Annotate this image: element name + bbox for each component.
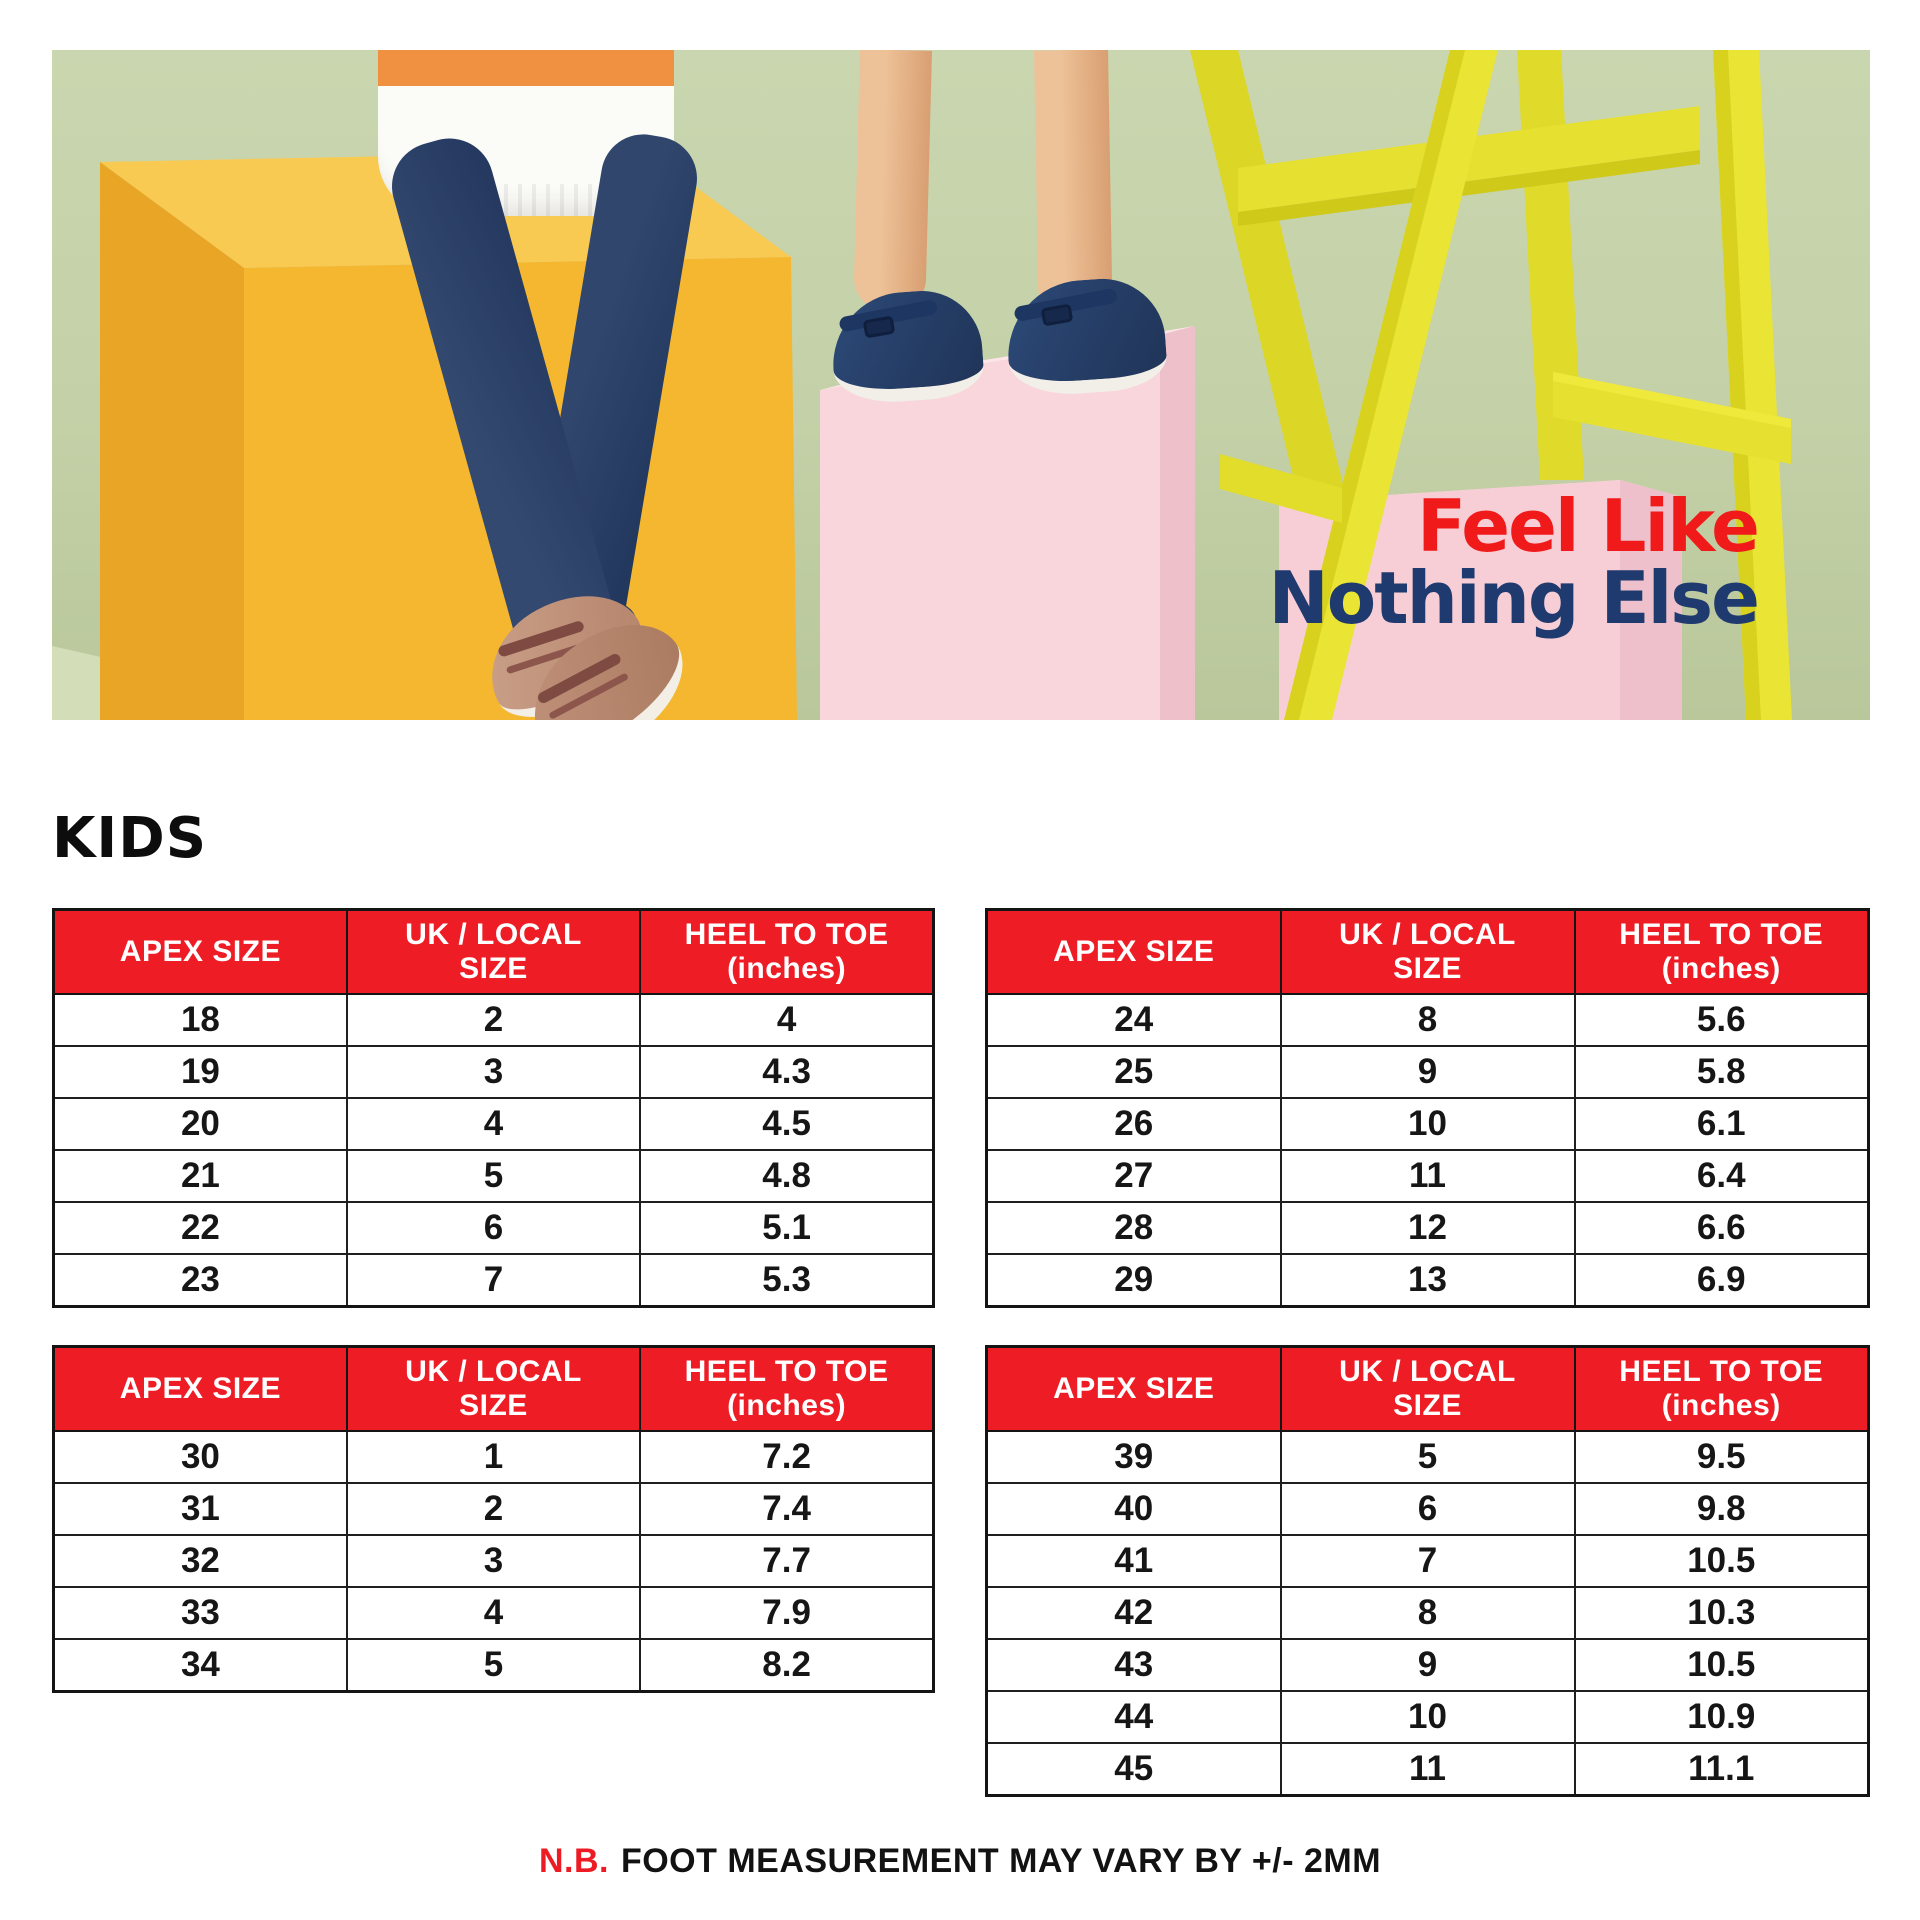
header-line: (inches) [727,1389,847,1422]
table-cell: 10.9 [1575,1691,1869,1743]
table-header-row [987,1347,1869,1432]
table-cell: 9 [1281,1046,1575,1098]
header-line: HEEL TO TOE [1619,918,1824,951]
table-cell: 27 [987,1150,1281,1202]
table-body [54,994,934,1307]
table-row [987,1587,1869,1639]
table-cell: 19 [54,1046,347,1098]
size-table-2 [985,908,1870,1308]
table-row [54,1098,934,1150]
table-cell: 45 [987,1743,1281,1796]
header-line: (inches) [727,952,847,985]
banner-headline [1268,484,1759,640]
column-header-apex-size [987,910,1281,995]
header-line: HEEL TO TOE [684,1355,889,1388]
table-cell: 22 [54,1202,347,1254]
table-row [54,1254,934,1307]
header-line: (inches) [1661,952,1781,985]
column-header-heel-to-toe [1575,910,1869,995]
footnote-text: FOOT MEASUREMENT MAY VARY BY +/- 2MM [620,1842,1382,1880]
table-cell: 5.6 [1575,994,1869,1046]
table-cell: 26 [987,1098,1281,1150]
footnote [0,1842,1920,1881]
table-cell: 8 [1281,1587,1575,1639]
table-cell: 6.6 [1575,1202,1869,1254]
table-cell: 13 [1281,1254,1575,1307]
table-cell: 6 [1281,1483,1575,1535]
header-line: SIZE [1393,952,1462,985]
table-cell: 7.2 [640,1431,933,1483]
table-header [54,910,934,995]
table-cell: 10 [1281,1691,1575,1743]
girl-navy-shoe-right [1003,275,1168,399]
column-header-heel-to-toe [640,1347,933,1432]
table-row [54,994,934,1046]
footnote-prefix: N.B. [538,1842,609,1880]
header-line: APEX SIZE [1053,935,1215,968]
table-cell: 41 [987,1535,1281,1587]
column-header-heel-to-toe [640,910,933,995]
table-cell: 33 [54,1587,347,1639]
table-cell: 2 [347,1483,640,1535]
table-cell: 5.3 [640,1254,933,1307]
table-row [987,1639,1869,1691]
table-row [987,1202,1869,1254]
table-cell: 5 [347,1150,640,1202]
table-row [54,1150,934,1202]
header-line: UK / LOCAL [1339,918,1516,951]
table-cell: 7.4 [640,1483,933,1535]
table-cell: 4.3 [640,1046,933,1098]
table-cell: 8 [1281,994,1575,1046]
table-header-row [54,910,934,995]
size-table-4 [985,1345,1870,1797]
table-cell: 3 [347,1046,640,1098]
header-line: (inches) [1661,1389,1781,1422]
table-row [987,994,1869,1046]
column-header-heel-to-toe [1575,1347,1869,1432]
table-row [54,1535,934,1587]
table-cell: 4 [347,1098,640,1150]
table-header [987,910,1869,995]
table-cell: 44 [987,1691,1281,1743]
table-row [987,1483,1869,1535]
table-cell: 1 [347,1431,640,1483]
table-cell: 6 [347,1202,640,1254]
table-cell: 5 [347,1639,640,1692]
size-table-1 [52,908,935,1308]
table-cell: 4.8 [640,1150,933,1202]
header-line: HEEL TO TOE [684,918,889,951]
table-row [54,1587,934,1639]
column-header-apex-size [54,910,347,995]
table-cell: 3 [347,1535,640,1587]
table-cell: 29 [987,1254,1281,1307]
header-line: SIZE [459,952,528,985]
table-header [54,1347,934,1432]
table-cell: 7 [1281,1535,1575,1587]
table-cell: 18 [54,994,347,1046]
table-cell: 32 [54,1535,347,1587]
table-cell: 20 [54,1098,347,1150]
table-cell: 11 [1281,1150,1575,1202]
header-line: SIZE [1393,1389,1462,1422]
table-row [54,1431,934,1483]
headline-line-1: Feel Like [1416,484,1758,568]
header-line: UK / LOCAL [405,918,582,951]
table-row [54,1046,934,1098]
column-header-apex-size [54,1347,347,1432]
table-cell: 25 [987,1046,1281,1098]
table-cell: 7.7 [640,1535,933,1587]
table-cell: 6.4 [1575,1150,1869,1202]
section-title: KIDS [52,806,208,871]
table-row [54,1202,934,1254]
table-cell: 10 [1281,1098,1575,1150]
table-cell: 39 [987,1431,1281,1483]
table-cell: 34 [54,1639,347,1692]
table-cell: 9 [1281,1639,1575,1691]
size-table-3 [52,1345,935,1693]
table-body [987,994,1869,1307]
header-line: APEX SIZE [1053,1372,1215,1405]
table-cell: 31 [54,1483,347,1535]
table-cell: 6.9 [1575,1254,1869,1307]
header-line: UK / LOCAL [405,1355,582,1388]
table-cell: 8.2 [640,1639,933,1692]
table-cell: 43 [987,1639,1281,1691]
table-cell: 7 [347,1254,640,1307]
table-cell: 4 [347,1587,640,1639]
table-cell: 40 [987,1483,1281,1535]
column-header-uk-local-size [347,1347,640,1432]
table-cell: 10.3 [1575,1587,1869,1639]
table-cell: 4 [640,994,933,1046]
table-cell: 4.5 [640,1098,933,1150]
column-header-uk-local-size [1281,910,1575,995]
header-line: APEX SIZE [119,1372,282,1405]
girl-left-leg [853,50,932,313]
headline-line-2: Nothing Else [1268,556,1758,640]
table-cell: 10.5 [1575,1535,1869,1587]
table-body [987,1431,1869,1796]
hero-banner [52,50,1870,720]
table-cell: 11 [1281,1743,1575,1796]
table-cell: 30 [54,1431,347,1483]
table-cell: 7.9 [640,1587,933,1639]
table-cell: 5.1 [640,1202,933,1254]
girl-navy-shoe-left [828,287,985,406]
column-header-uk-local-size [1281,1347,1575,1432]
table-cell: 5.8 [1575,1046,1869,1098]
table-cell: 10.5 [1575,1639,1869,1691]
table-cell: 28 [987,1202,1281,1254]
table-row [987,1254,1869,1307]
header-line: HEEL TO TOE [1619,1355,1824,1388]
table-cell: 42 [987,1587,1281,1639]
table-cell: 2 [347,994,640,1046]
table-row [987,1535,1869,1587]
table-cell: 6.1 [1575,1098,1869,1150]
table-cell: 5 [1281,1431,1575,1483]
header-line: APEX SIZE [119,935,282,968]
table-header-row [54,1347,934,1432]
table-row [987,1098,1869,1150]
column-header-apex-size [987,1347,1281,1432]
table-header-row [987,910,1869,995]
header-line: SIZE [459,1389,528,1422]
table-header [987,1347,1869,1432]
table-row [987,1743,1869,1796]
table-cell: 11.1 [1575,1743,1869,1796]
table-cell: 9.5 [1575,1431,1869,1483]
table-row [54,1639,934,1692]
table-cell: 23 [54,1254,347,1307]
table-row [987,1046,1869,1098]
table-row [987,1150,1869,1202]
table-row [987,1691,1869,1743]
table-cell: 24 [987,994,1281,1046]
table-body [54,1431,934,1692]
column-header-uk-local-size [347,910,640,995]
table-row [54,1483,934,1535]
table-cell: 9.8 [1575,1483,1869,1535]
table-cell: 21 [54,1150,347,1202]
table-row [987,1431,1869,1483]
table-cell: 12 [1281,1202,1575,1254]
header-line: UK / LOCAL [1339,1355,1516,1388]
